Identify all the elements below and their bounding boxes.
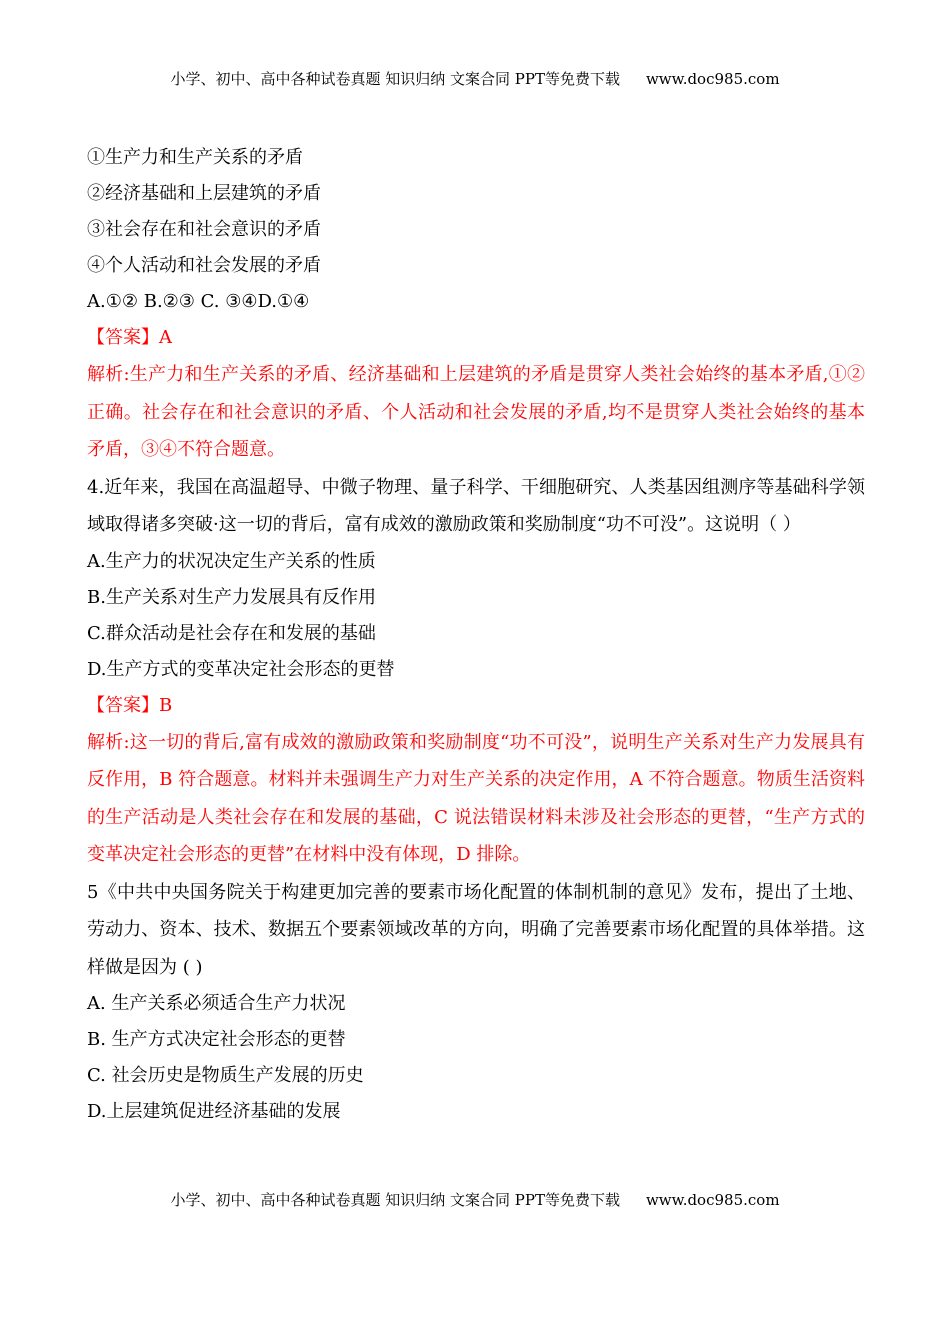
page-footer [0,1189,950,1210]
footer-site-link[interactable]: www.doc985.com [645,1191,780,1209]
q3-option-4: ④个人活动和社会发展的矛盾 [87,255,321,276]
q4-answer: 【答案】B [87,694,173,716]
header-text: 小学、初中、高中各种试卷真题 知识归纳 文案合同 PPT等免费下载 [170,70,620,88]
q3-option-1: ①生产力和生产关系的矛盾 [87,147,303,168]
question-5-block [87,874,865,1131]
q3-option-3: ③社会存在和社会意识的矛盾 [87,219,321,240]
q3-answer: 【答案】A [87,327,172,348]
q4-option-a: A.生产力的状况决定生产关系的性质 [87,550,376,572]
q5-option-b: B. 生产方式决定社会形态的更替 [87,1029,346,1050]
q3-choices: A.①② B.②③ C. ③④D.①④ [87,291,310,312]
q4-stem: 4.近年来，我国在高温超导、中微子物理、量子科学、干细胞研究、人类基因组测序等基础科学领域取得诸多突破·这一切的背后，富有成效的激励政策和奖励制度“功不可没”。这说明（ ） [87,476,865,535]
q3-option-2: ②经济基础和上层建筑的矛盾 [87,183,321,204]
question-4-block [87,469,865,874]
q4-option-c: C.群众活动是社会存在和发展的基础 [87,622,376,644]
footer-text: 小学、初中、高中各种试卷真题 知识归纳 文案合同 PPT等免费下载 [170,1191,620,1209]
header-site-link[interactable]: www.doc985.com [645,70,780,88]
q4-analysis: 解析:这一切的背后,富有成效的激励政策和奖励制度“功不可没”，说明生产关系对生产力发展具有反作用，B 符合题意。材料并未强调生产力对生产关系的决定作用，A 不符合题意。物质生活资料的生产活动是人类社会存在和发展的基础，C 说法错误材料未涉及社会形态的更替，“生产方式的变革决定社会形态的更替”在材料中没有体现，D 排除。 [87,731,865,865]
document-body [87,140,865,1130]
page-header [0,68,950,89]
question-3-block [87,140,865,469]
q4-option-b: B.生产关系对生产力发展具有反作用 [87,586,376,608]
q3-analysis: 解析:生产力和生产关系的矛盾、经济基础和上层建筑的矛盾是贯穿人类社会始终的基本矛盾,①② 正确。社会存在和社会意识的矛盾、个人活动和社会发展的矛盾,均不是贯穿人类社会始终的基本矛盾，③④不符合题意。 [87,364,865,460]
q5-option-d: D.上层建筑促进经济基础的发展 [87,1101,341,1122]
q5-option-a: A. 生产关系必须适合生产力状况 [87,993,346,1014]
q5-stem: 5《中共中央国务院关于构建更加完善的要素市场化配置的体制机制的意见》发布，提出了土地、劳动力、资本、技术、数据五个要素领域改革的方向，明确了完善要素市场化配置的具体举措。这样做是因为 ( ) [87,881,865,978]
q4-option-d: D.生产方式的变革决定社会形态的更替 [87,658,395,680]
q5-option-c: C. 社会历史是物质生产发展的历史 [87,1065,364,1086]
